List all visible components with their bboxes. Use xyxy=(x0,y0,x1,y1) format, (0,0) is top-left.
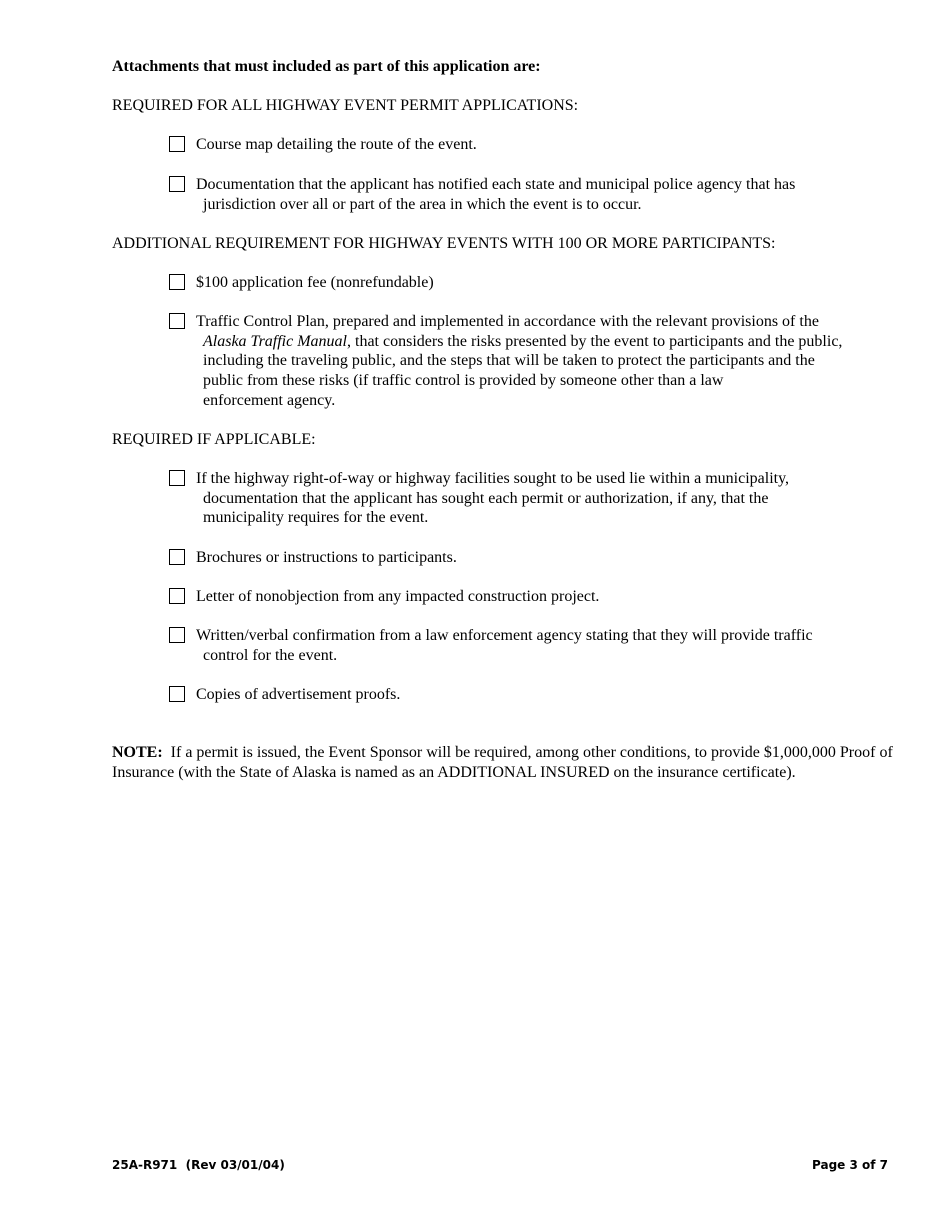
insurance-note xyxy=(112,743,902,782)
item-text: Documentation that the applicant has notified each state and municipal police agency that has jurisdiction over all or part of the area in which the event is to occur. xyxy=(196,176,796,213)
section-title-if-applicable: REQUIRED IF APPLICABLE: xyxy=(112,431,316,448)
section-title-all-applications: REQUIRED FOR ALL HIGHWAY EVENT PERMIT APPLICATIONS: xyxy=(112,97,579,114)
item-text: Copies of advertisement proofs. xyxy=(196,686,401,703)
checkbox[interactable] xyxy=(169,549,185,565)
item-text: $100 application fee (nonrefundable) xyxy=(196,274,434,291)
note-text: If a permit is issued, the Event Sponsor will be required, among other conditions, to provide $1,000,000 Proof of Insurance (with the State of Alaska is named as an ADDITIONAL INSURED on the insurance certificate). xyxy=(112,744,897,781)
item-text: Written/verbal confirmation from a law enforcement agency stating that they will provide traffic control for the event. xyxy=(196,627,813,664)
item-text: Letter of nonobjection from any impacted construction project. xyxy=(196,588,600,605)
page-number: Page 3 of 7 xyxy=(812,1158,888,1172)
attachments-heading: Attachments that must included as part of this application are: xyxy=(112,58,541,75)
form-revision-id: 25A-R971 (Rev 03/01/04) xyxy=(112,1158,285,1172)
checkbox[interactable] xyxy=(169,470,185,486)
section-title-100-participants: ADDITIONAL REQUIREMENT FOR HIGHWAY EVENTS WITH 100 OR MORE PARTICIPANTS: xyxy=(112,235,776,252)
checkbox[interactable] xyxy=(169,136,185,152)
checkbox[interactable] xyxy=(169,627,185,643)
manual-title: Alaska Traffic Manual xyxy=(203,332,347,350)
item-text: If the highway right-of-way or highway facilities sought to be used lie within a municipality, documentation that the applicant has sought each permit or authorization, if any, that the municipality requires for the event. xyxy=(196,470,790,527)
checkbox[interactable] xyxy=(169,176,185,192)
checkbox[interactable] xyxy=(169,686,185,702)
note-label: NOTE: xyxy=(112,744,163,761)
item-text: Brochures or instructions to participants. xyxy=(196,549,457,566)
item-text: Traffic Control Plan, prepared and implemented in accordance with the relevant provisions of the Alaska Traffic Manual, that considers the risks presented by the event to participants and the public, including the traveling public, and the steps that will be taken to protect the participants and the public from these risks (if traffic control is provided by someone other than a law enforcement agency. xyxy=(196,313,843,409)
item-text: Course map detailing the route of the event. xyxy=(196,136,477,153)
checkbox[interactable] xyxy=(169,588,185,604)
checkbox[interactable] xyxy=(169,313,185,329)
checkbox[interactable] xyxy=(169,274,185,290)
